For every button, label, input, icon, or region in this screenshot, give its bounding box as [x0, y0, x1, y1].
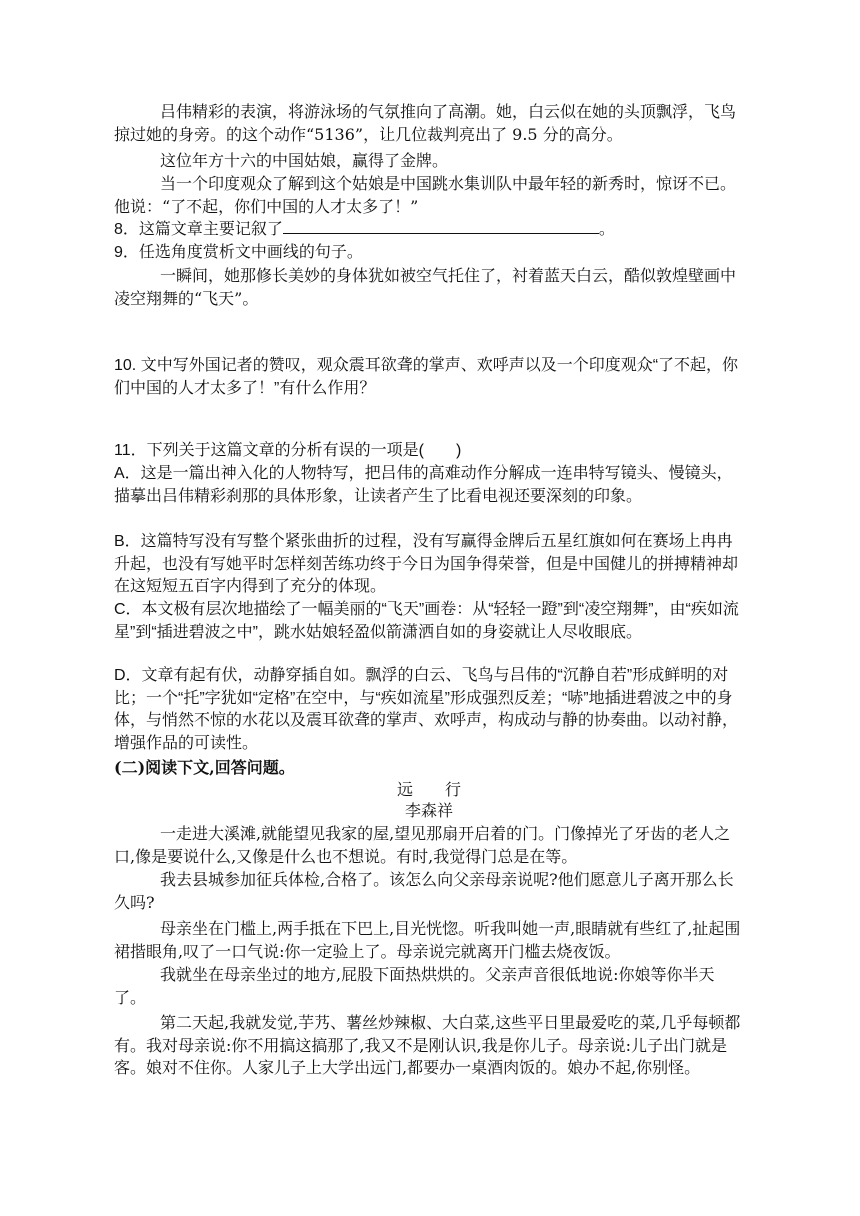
paragraph-performance: 吕伟精彩的表演，将游泳场的气氛推向了高潮。她，白云似在她的头顶飘浮，飞鸟掠过她的身旁。的这个动作“5136”，让几位裁判亮出了 9.5 分的高分。: [114, 102, 737, 144]
question-9-prompt: 9．任选角度赏析文中画线的句子。: [114, 244, 363, 261]
story-title: 远 行: [396, 780, 461, 799]
question-8-prefix: 8．这篇文章主要记叙了: [114, 221, 283, 238]
story-paragraph: 母亲坐在门槛上,两手抵在下巴上,目光恍惚。听我叫她一声,眼睛就有些红了,扯起围裙揩眼角,叹了一口气说:你一定验上了。母亲说完就离开门槛去烧夜饭。: [114, 919, 741, 961]
story-author: 李森祥: [404, 801, 453, 820]
question-8-suffix: 。: [598, 221, 615, 238]
option-a: A．这是一篇出神入化的人物特写，把吕伟的高难动作分解成一连串特写镜头、慢镜头，描摹出吕伟精彩刹那的具体形象，让读者产生了比看电视还要深刻的印象。: [114, 465, 733, 505]
story-paragraph: 一走进大溪滩,就能望见我家的屋,望见那扇开启着的门。门像掉光了牙齿的老人之口,像是要说什么,又像是什么也不想说。有时,我觉得门总是在等。: [114, 824, 731, 866]
paragraph-gold-medal: 这位年方十六的中国姑娘，赢得了金牌。: [160, 151, 449, 170]
question-8: [114, 219, 744, 242]
paragraph-indian-spectator: 当一个印度观众了解到这个姑娘是中国跳水集训队中最年轻的新秀时，惊讶不已。他说：“了不起，你们中国的人才太多了！”: [114, 174, 737, 216]
question-10: 10. 文中写外国记者的赞叹，观众震耳欲聋的掌声、欢呼声以及一个印度观众“了不起，你们中国的人才太多了！”有什么作用？: [114, 357, 739, 397]
option-d: D．文章有起有伏，动静穿插自如。飘浮的白云、飞鸟与吕伟的“沉静自若”形成鲜明的对比；一个“托”字犹如“定格”在空中，与“疾如流星”形成强烈反差；“哧”地插进碧波之中的身体，与悄然不惊的水花以及震耳欲聋的掌声、欢呼声，构成动与静的协奏曲。以动衬静，增强作品的可读性。: [114, 667, 739, 752]
option-c: C．本文极有层次地描绘了一幅美丽的“飞天”画卷：从“轻轻一蹬”到“凌空翔舞”，由“疾如流星”到“插进碧波之中”，跳水姑娘轻盈似箭潇洒自如的身姿就让人尽收眼底。: [114, 601, 739, 641]
story-paragraph: 我去县城参加征兵体检,合格了。该怎么向父亲母亲说呢?他们愿意儿子离开那么长久吗?: [114, 870, 734, 912]
option-b: B．这篇特写没有写整个紧张曲折的过程，没有写赢得金牌后五星红旗如何在赛场上冉冉升起，也没有写她平时怎样刻苦练功终于今日为国争得荣誉，但是中国健儿的拼搏精神却在这短短五百字内得到了充分的体现。: [114, 533, 739, 595]
question-11-prompt: 11．下列关于这篇文章的分析有误的一项是( ): [114, 442, 462, 459]
story-paragraph: 第二天起,我就发觉,芋艿、薯丝炒辣椒、大白菜,这些平日里最爱吃的菜,几乎每顿都有。我对母亲说:你不用搞这搞那了,我又不是刚认识,我是你儿子。母亲说:儿子出门就是客。娘对不住你。人家儿子上大学出远门,都要办一桌酒肉饭的。娘办不起,你别怪。: [114, 1013, 741, 1077]
section-2-heading: (二)阅读下文,回答问题。: [114, 758, 295, 777]
story-paragraph: 我就坐在母亲坐过的地方,屁股下面热烘烘的。父亲声音很低地说:你娘等你半天了。: [114, 965, 715, 1007]
question-9-quote: 一瞬间，她那修长美妙的身体犹如被空气托住了，衬着蓝天白云，酷似敦煌壁画中凌空翔舞的“飞天”。: [114, 266, 737, 308]
answer-blank[interactable]: [283, 219, 599, 234]
